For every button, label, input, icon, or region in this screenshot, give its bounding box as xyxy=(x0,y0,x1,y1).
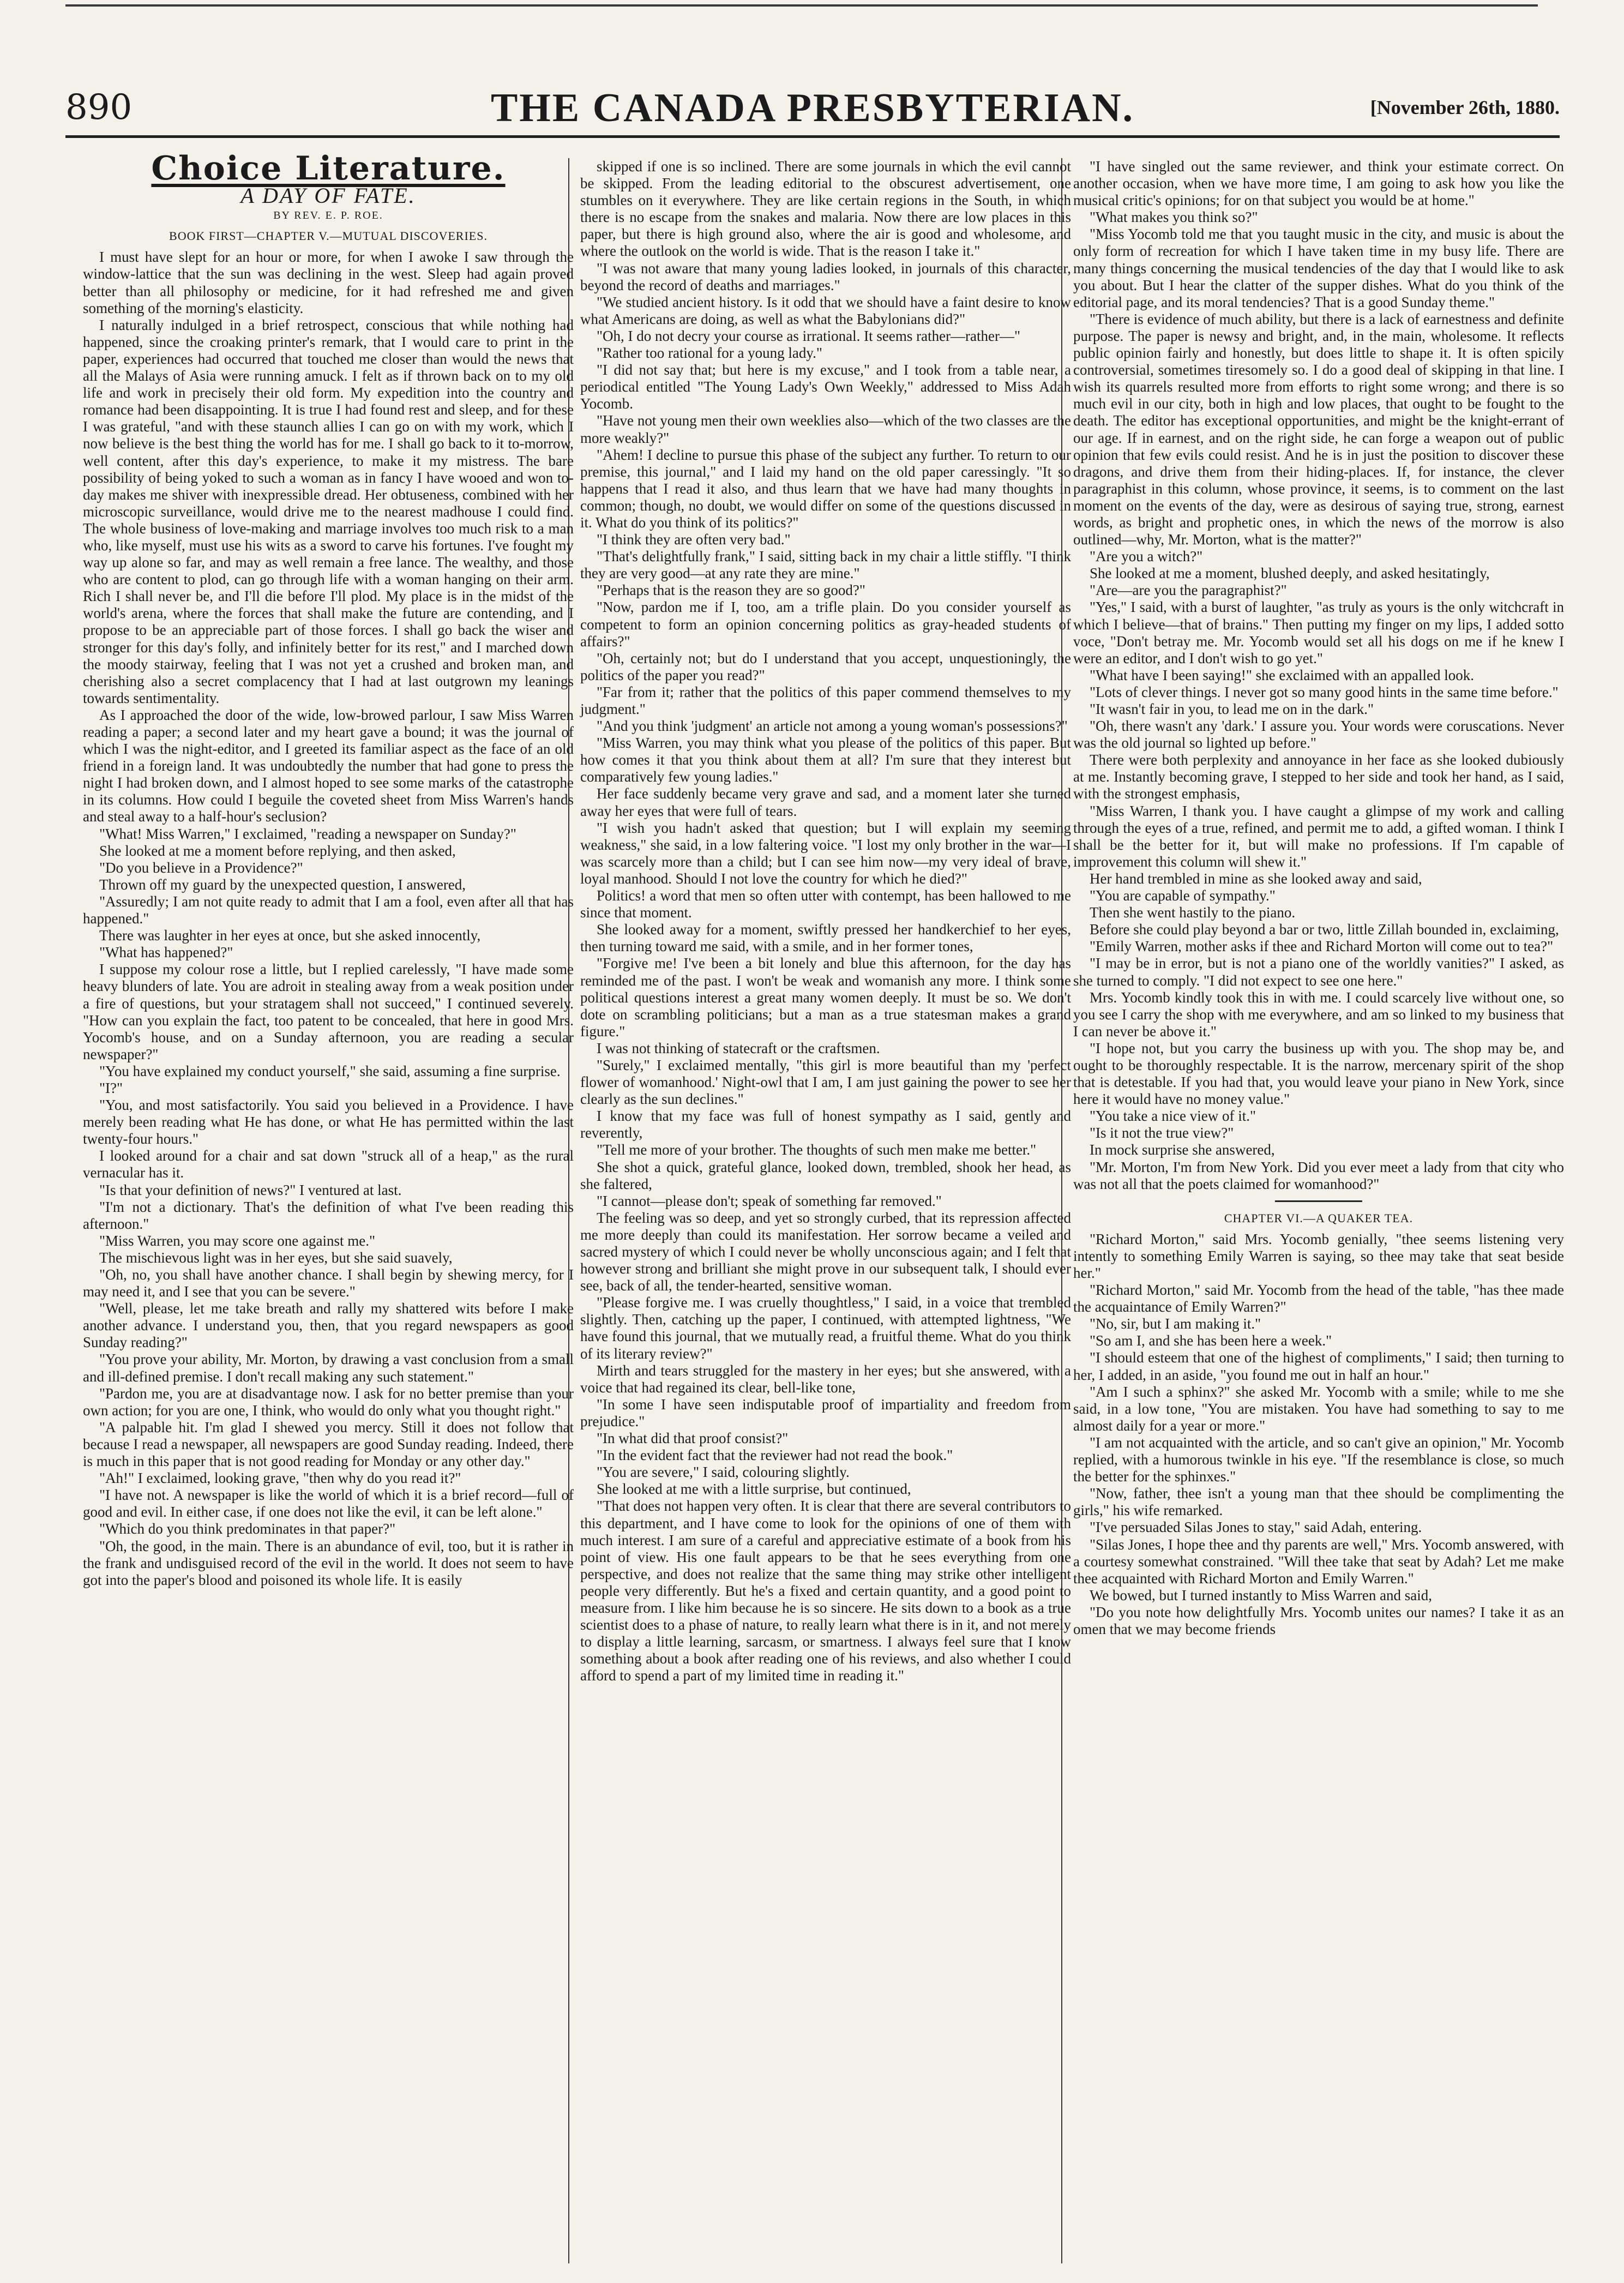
paragraph: "I should esteem that one of the highest of compliments," I said; then turning to her, I added, in an aside, "you found me out in half an hour." xyxy=(1073,1349,1564,1383)
issue-date: [November 26th, 1880. xyxy=(1370,97,1560,118)
masthead-title: THE CANADA PRESBYTERIAN. xyxy=(490,86,1135,130)
paragraph: "I've persuaded Silas Jones to stay," said Adah, entering. xyxy=(1090,1519,1422,1536)
paragraph: "No, sir, but I am making it." xyxy=(1090,1315,1261,1332)
paragraph: Mrs. Yocomb kindly took this in with me. I could scarcely live without one, so you see I carry the shop with me everywhere, and am so linked to my business that I can never be above it." xyxy=(1073,989,1564,1040)
paragraph: "I wish you hadn't asked that question; but I will explain my seeming weakness," she said, in a low faltering voice. "I lost my only brother in the war—I was scarcely more than a child; but I can see him now—my very ideal of brave, loyal manhood. Should I not love the country for which he died?" xyxy=(580,819,1071,887)
paragraph: "Miss Warren, I thank you. I have caught a glimpse of my work and calling through the eyes of a true, refined, and permit me to add, a gifted woman. I think I shall be the better for it, but will make no professions. If I'm capable of improvement this column will shew it." xyxy=(1073,802,1564,870)
paragraph: Her hand trembled in mine as she looked away and said, xyxy=(1090,870,1422,887)
paragraph: "Miss Yocomb told me that you taught music in the city, and music is about the only form of recreation for which I have taken time in my busy life. There are many things concerning the musical tendencies of the day that I would like to ask you about. But I hear the clatter of the supper dishes. What do you think of the editorial page, and its moral tendencies? That is a good Sunday theme." xyxy=(1073,226,1564,310)
paragraph: "Miss Warren, you may think what you please of the politics of this paper. But how comes it that you think about them at all? I'm sure that they interest but comparatively few young ladies." xyxy=(580,735,1071,785)
paragraph: "I am not acquainted with the article, and so can't give an opinion," Mr. Yocomb replied, with a humorous twinkle in his eye. "If the resemblance is close, so much the better for the sphinxes." xyxy=(1073,1434,1564,1485)
story-title: A DAY OF FATE. xyxy=(240,183,416,208)
paragraph: "Mr. Morton, I'm from New York. Did you ever meet a lady from that city who was not all that the poets claimed for womanhood?" xyxy=(1073,1158,1564,1192)
paragraph: "Perhaps that is the reason they are so good?" xyxy=(597,582,865,599)
page-number: 890 xyxy=(65,87,133,128)
paragraph: "Oh, the good, in the main. There is an abundance of evil, too, but it is rather in the frank and undisguised record of the evil in the world. It does not seem to have got into the paper's blood and poisoned its whole life. It is easily xyxy=(83,1537,574,1588)
paragraph: "Forgive me! I've been a bit lonely and blue this afternoon, for the day has reminded me of the past. I won't be weak and womanish any more. I think some political questions interest a great many women deeply. It must be so. We don't dote on scrambling politicians; but a man as a true statesman makes a grand figure." xyxy=(580,955,1071,1040)
paragraph: Politics! a word that men so often utter with contempt, has been hallowed to me since that moment. xyxy=(580,887,1071,921)
paragraph: "I have not. A newspaper is like the world of which it is a brief record—full of good and evil. In either case, if one does not like the evil, it can be left alone." xyxy=(83,1487,574,1521)
paragraph: "In the evident fact that the reviewer had not read the book." xyxy=(597,1447,953,1464)
paragraph: skipped if one is so inclined. There are some journals in which the evil cannot be skipped. From the leading editorial to the obscurest advertisement, one stumbles on it everywhere. They are like certain regions in the South, in which there is no escape from the snakes and malaria. Now there are low places in this paper, but there is high ground also, where the air is good and wholesome, and where the outlook on the world is wide. That is the reason I take it." xyxy=(580,158,1071,260)
paragraph: Mirth and tears struggled for the mastery in her eyes; but she answered, with a voice that had regained its clear, bell-like tone, xyxy=(580,1362,1071,1396)
paragraph: "You take a nice view of it." xyxy=(1090,1108,1256,1125)
paragraph: "In some I have seen indisputable proof of impartiality and freedom from prejudice." xyxy=(580,1396,1071,1429)
paragraph: "I think they are often very bad." xyxy=(597,531,791,548)
paragraph: "Pardon me, you are at disadvantage now. I ask for no better premise than your own action; for you are one, I think, who would do only what you thought right." xyxy=(83,1385,574,1419)
paragraph: "I cannot—please don't; speak of something far removed." xyxy=(597,1192,942,1209)
paragraph: "Silas Jones, I hope thee and thy parents are well," Mrs. Yocomb answered, with a courtesy somewhat constrained. "Will thee take that seat by Adah? Let me make thee acquainted with Richard Morton and Emily Warren." xyxy=(1073,1536,1564,1587)
column-3-continued-body xyxy=(1073,1231,1564,1638)
paragraph: As I approached the door of the wide, low-browed parlour, I saw Miss Warren reading a paper; a second later and my heart gave a bound; it was the journal of which I was the night-editor, and I greeted its familiar aspect as the face of an old friend in a foreign land. It was undoubtedly the number that had gone to press the night I had broken down, and I almost hoped to see some marks of the catastrophe in its columns. How could I beguile the coveted sheet from Miss Warren's hands and steal away to a half-hour's seclusion? xyxy=(83,706,574,825)
paragraph: "A palpable hit. I'm glad I shewed you mercy. Still it does not follow that because I read a newspaper, all newspapers are good Sunday reading. Indeed, there is much in this paper that is not good reading for Monday or any other day." xyxy=(83,1419,574,1470)
paragraph: "Richard Morton," said Mr. Yocomb from the head of the table, "has thee made the acquaintance of Emily Warren?" xyxy=(1073,1282,1564,1315)
paragraph: She looked at me a moment, blushed deeply, and asked hesitatingly, xyxy=(1090,565,1490,582)
paragraph: "Lots of clever things. I never got so many good hints in the same time before." xyxy=(1090,683,1559,700)
paragraph: She shot a quick, grateful glance, looked down, trembled, shook her head, as she faltered, xyxy=(580,1158,1071,1192)
paragraph: "I'm not a dictionary. That's the definition of what I've been reading this afternoon." xyxy=(83,1198,574,1232)
paragraph: "Yes," I said, with a burst of laughter, "as truly as yours is the only witchcraft in which I believe—that of brains." Then putting my finger on my lips, I added sotto voce, "Don't betray me. Mr. Yocomb would set all his dogs on me if he knew I were an editor, and I don't wish to go yet." xyxy=(1073,599,1564,666)
paragraph: "What have I been saying!" she exclaimed with an appalled look. xyxy=(1090,666,1475,683)
paragraph: "In what did that proof consist?" xyxy=(597,1430,789,1447)
paragraph: Thrown off my guard by the unexpected question, I answered, xyxy=(99,876,466,893)
story-byline: BY REV. E. P. ROE. xyxy=(273,209,383,222)
paragraph: "I may be in error, but is not a piano one of the worldly vanities?" I asked, as she turned to comply. "I did not expect to see one here." xyxy=(1073,955,1564,989)
paragraph: "What makes you think so?" xyxy=(1090,209,1258,226)
paragraph: "I did not say that; but here is my excuse," and I took from a table near, a periodical entitled "The Young Lady's Own Weekly," addressed to Miss Adah Yocomb. xyxy=(580,362,1071,412)
paragraph: "Are—are you the paragraphist?" xyxy=(1090,582,1287,599)
paragraph: "Which do you think predominates in that paper?" xyxy=(99,1521,396,1537)
paragraph: I suppose my colour rose a little, but I replied carelessly, "I have made some heavy blunders of late. You are adroit in stealing away from a weak position under a fire of questions, but your stratagem shall not succeed," I continued severely. "How can you explain the fact, too patent to be concealed, that here in good Mrs. Yocomb's house, and on a Sunday afternoon, you are reading a secular newspaper?" xyxy=(83,961,574,1062)
paragraph: "Rather too rational for a young lady." xyxy=(597,345,822,362)
column-3 xyxy=(1073,158,1564,2252)
paragraph: I was not thinking of statecraft or the craftsmen. xyxy=(597,1040,880,1056)
paragraph: "Is it not the true view?" xyxy=(1090,1125,1234,1142)
paragraph: "And you think 'judgment' an article not among a young woman's possessions?" xyxy=(597,718,1068,735)
paragraph: I naturally indulged in a brief retrospect, conscious that while nothing had happened, since the croaking printer's remark, that I would care to print in the paper, experiences had occurred that touched me closer than would the news that all the Malays of Asia were running amuck. I felt as if thrown back on to my old life and work in precisely their old form. My expedition into the country and romance had been disappointing. It is true I had found rest and sleep, and for these I was grateful, "and with these staunch allies I can go on with my work, which I now believe is the best thing the world has for me. I shall go back to it to-morrow, well content, after this day's experience, to make it my mistress. The bare possibility of being yoked to such a woman as in fancy I have wooed and won to-day makes me shiver with inexpressible dread. Her obtuseness, combined with her microscopic surveillance, would drive me to the nearest madhouse I could find. The whole business of love-making and marriage involves too much risk to a man who, like myself, must use his wits as a sword to carve his fortunes. I've fought my way up alone so far, and may as well remain a free lance. The wealthy, and those who are content to plod, can go through life with a woman hanging on their arm. Rich I shall never be, and I'll die before I'll plod. My place is in the midst of the world's arena, where the forces that shall make the future are contending, and I propose to be an appreciable part of those forces. I shall go back the wiser and stronger for this day's folly, and infinitely better for its rest," and I marched down the moody stairway, feeling that I was not yet a crushed and broken man, and cherishing also a secret complacency that I had at last outgrown my leanings towards sentimentality. xyxy=(83,316,574,706)
paragraph: "I hope not, but you carry the business up with you. The shop may be, and ought to be thoroughly respectable. It is the narrow, mercenary spirit of the shop that is detestable. If you had that, you would leave your piano in New York, since here it would have no money value." xyxy=(1073,1040,1564,1108)
paragraph: There were both perplexity and annoyance in her face as she looked dubiously at me. Instantly becoming grave, I stepped to her side and took her hand, as I said, with the strongest emphasis, xyxy=(1073,752,1564,802)
paragraph: In mock surprise she answered, xyxy=(1090,1142,1275,1158)
paragraph: Then she went hastily to the piano. xyxy=(1090,904,1296,921)
paragraph: She looked at me a moment before replying, and then asked, xyxy=(99,842,456,859)
paragraph: "You prove your ability, Mr. Morton, by drawing a vast conclusion from a small and ill-defined premise. I don't recall making any such statement." xyxy=(83,1351,574,1385)
paragraph: I must have slept for an hour or more, for when I awoke I saw through the window-lattice that the sun was declining in the west. Sleep had again proved better than all philosophy or medicine, for it had refreshed me and given something of the morning's elasticity. xyxy=(83,249,574,316)
column-1-body xyxy=(83,249,574,1588)
paragraph: "I?" xyxy=(99,1079,123,1096)
paragraph: "Do you believe in a Providence?" xyxy=(99,859,303,876)
paragraph: "Ah!" I exclaimed, looking grave, "then why do you read it?" xyxy=(99,1470,461,1487)
paragraph: "Oh, certainly not; but do I understand that you accept, unquestioningly, the politics of the paper you read?" xyxy=(580,650,1071,683)
paragraph: "Please forgive me. I was cruelly thoughtless," I said, in a voice that trembled slightly. Then, catching up the paper, I continued, with attempted lightness, "We have found this journal, that we mutually read, a fruitful theme. What do you think of its literary review?" xyxy=(580,1294,1071,1362)
chapter-separator-rule xyxy=(1275,1200,1362,1202)
paragraph: "Far from it; rather that the politics of this paper commend themselves to my judgment." xyxy=(580,683,1071,717)
paragraph: Her face suddenly became very grave and sad, and a moment later she turned away her eyes that were full of tears. xyxy=(580,785,1071,819)
paragraph: "You are severe," I said, colouring slightly. xyxy=(597,1464,850,1481)
paragraph: She looked at me with a little surprise, but continued, xyxy=(597,1481,911,1498)
paragraph: We bowed, but I turned instantly to Miss Warren and said, xyxy=(1090,1587,1433,1603)
paragraph: "You are capable of sympathy." xyxy=(1090,887,1276,904)
paragraph: She looked away for a moment, swiftly pressed her handkerchief to her eyes, then turning toward me said, with a smile, and in her former tones, xyxy=(580,921,1071,955)
top-edge-rule xyxy=(65,4,1538,7)
chapter-subheading: BOOK FIRST—CHAPTER V.—MUTUAL DISCOVERIES. xyxy=(169,229,488,243)
paragraph: "Now, pardon me if I, too, am a trifle plain. Do you consider yourself as competent to form an opinion concerning politics as gray-headed students of affairs?" xyxy=(580,599,1071,650)
paragraph: Before she could play beyond a bar or two, little Zillah bounded in, exclaiming, xyxy=(1090,921,1559,938)
paragraph: "Have not young men their own weeklies also—which of the two classes are the more weakly?" xyxy=(580,412,1071,446)
paragraph: "That does not happen very often. It is clear that there are several contributors to this department, and I have come to look for the opinions of one of them with much interest. I am sure of a careful and appreciative estimate of a book from his point of view. His one fault appears to be that he sees everything from one perspective, and does not realize that the same thing may strike other intelligent people very differently. But he's a fixed and certain quantity, and a good point to measure from. I like him because he is so sincere. He sits down to a book as a true scientist does to a phase of nature, to really learn what there is in it, and not merely to display a little learning, sarcasm, or smartness. I always feel sure that I know something about a book after reading one of his reviews, and also whether I could afford to spend a part of my limited time in reading it." xyxy=(580,1498,1071,1684)
paragraph: "Are you a witch?" xyxy=(1090,548,1203,565)
paragraph: "I have singled out the same reviewer, and think your estimate correct. On another occasion, when we have more time, I am going to ask how you like the musical critic's opinions; for on that subject you would be at home." xyxy=(1073,158,1564,209)
paragraph: "What has happened?" xyxy=(99,944,233,961)
paragraph: "You, and most satisfactorily. You said you believed in a Providence. I have merely been reading what He has done, or what He has permitted within the last twenty-four hours." xyxy=(83,1097,574,1147)
column-2 xyxy=(580,158,1071,2252)
paragraph: "Am I such a sphinx?" she asked Mr. Yocomb with a smile; while to me she said, in a low tone, "You are mistaken. You have had something to say to me almost daily for a year or more." xyxy=(1073,1383,1564,1434)
paragraph: "Do you note how delightfully Mrs. Yocomb unites our names? I take it as an omen that we may become friends xyxy=(1073,1603,1564,1637)
paragraph: "Oh, no, you shall have another chance. I shall begin by shewing mercy, for I may need it, and I see that you can be severe." xyxy=(83,1266,574,1300)
paragraph: I looked around for a chair and sat down "struck all of a heap," as the rural vernacular has it. xyxy=(83,1147,574,1181)
paragraph: "We studied ancient history. Is it odd that we should have a faint desire to know what Americans are doing, as well as what the Babylonians did?" xyxy=(580,293,1071,327)
paragraph: "Oh, there wasn't any 'dark.' I assure you. Your words were coruscations. Never was the old journal so lighted up before." xyxy=(1073,718,1564,752)
column-2-body xyxy=(580,158,1071,1684)
paragraph: I know that my face was full of honest sympathy as I said, gently and reverently, xyxy=(580,1108,1071,1142)
paragraph: "Assuredly; I am not quite ready to admit that I am a fool, even after all that has happened." xyxy=(83,893,574,927)
paragraph: "Ahem! I decline to pursue this phase of the subject any further. To return to our premise, this journal," and I laid my hand on the old paper caressingly. "It so happens that I read it also, and thus learn that we have had many thoughts in common; though, no doubt, we would differ on some of the questions discussed in it. What do you think of its politics?" xyxy=(580,446,1071,531)
paragraph: "Richard Morton," said Mrs. Yocomb genially, "thee seems listening very intently to something Emily Warren is saying, so thee may take that seat beside her." xyxy=(1073,1230,1564,1281)
paragraph: "Oh, I do not decry your course as irrational. It seems rather—rather—" xyxy=(597,327,1021,344)
paragraph: "You have explained my conduct yourself," she said, assuming a fine surprise. xyxy=(99,1062,561,1079)
paragraph: "There is evidence of much ability, but there is a lack of earnestness and definite purpose. The paper is newsy and bright, and, in the main, wholesome. It reflects public opinion fairly and honestly, but does little to shape it. It is often spicily controversial, sometimes tiresomely so. I do a good deal of skipping in that line. I wish its quarrels resulted more from efforts to right some wrong; and there is so much evil in our city, both in high and low places, that ought to be fought to the death. The editor has exceptional opportunities, and might be the knight-errant of our age. If in earnest, and on the right side, he can forge a weapon out of public opinion that few evils could resist. And he is in just the position to discover these dragons, and drive them from their hiding-places. If, for instance, the clever paragraphist in this column, whose province, it seems, is to comment on the last moment on the events of the day, were as desirous of saying true, strong, earnest words, as bright and prophetic ones, in which the news of the morrow is also outlined—why, Mr. Morton, what is the matter?" xyxy=(1073,310,1564,548)
paragraph: "Tell me more of your brother. The thoughts of such men make me better." xyxy=(597,1142,1037,1158)
paragraph: There was laughter in her eyes at once, but she asked innocently, xyxy=(99,927,481,944)
paragraph: "Well, please, let me take breath and rally my shattered wits before I make another advance. I understand you, then, that you regard newspapers as good Sunday reading?" xyxy=(83,1300,574,1351)
column-3-body xyxy=(1073,158,1564,1193)
page-header xyxy=(65,82,1560,142)
paragraph: "Emily Warren, mother asks if thee and Richard Morton will come out to tea?" xyxy=(1090,938,1554,955)
paragraph: The feeling was so deep, and yet so strongly curbed, that its repression affected me more deeply than could its manifestation. Her sorrow became a veiled and sacred mystery of which I could never be wholly unconscious again; and I felt that however strong and brilliant she might prove in our subsequent talk, I should ever see, back of all, the tender-hearted, sensitive woman. xyxy=(580,1209,1071,1294)
chapter-6-heading: CHAPTER VI.—A QUAKER TEA. xyxy=(1224,1211,1414,1225)
paragraph: "Miss Warren, you may score one against me." xyxy=(99,1232,375,1249)
paragraph: "That's delightfully frank," I said, sitting back in my chair a little stiffly. "I think they are very good—at any rate they are mine." xyxy=(580,548,1071,582)
header-rule xyxy=(65,135,1560,138)
paragraph: "Is that your definition of news?" I ventured at last. xyxy=(99,1181,402,1198)
paragraph: "I was not aware that many young ladies looked, in journals of this character, beyond the record of deaths and marriages." xyxy=(580,260,1071,293)
column-1 xyxy=(83,149,574,2252)
paragraph: "Now, father, thee isn't a young man that thee should be complimenting the girls," his wife remarked. xyxy=(1073,1485,1564,1519)
paragraph: "So am I, and she has been here a week." xyxy=(1090,1332,1332,1349)
paragraph: "Surely," I exclaimed mentally, "this girl is more beautiful than my 'perfect flower of womanhood.' Night-owl that I am, I am just gaining the power to see her clearly as the sun declines." xyxy=(580,1056,1071,1108)
paragraph: "It wasn't fair in you, to lead me on in the dark." xyxy=(1090,701,1374,717)
paragraph: "What! Miss Warren," I exclaimed, "reading a newspaper on Sunday?" xyxy=(99,825,516,842)
section-heading: Choice Literature. xyxy=(151,149,506,188)
paragraph: The mischievous light was in her eyes, but she said suavely, xyxy=(99,1249,453,1266)
